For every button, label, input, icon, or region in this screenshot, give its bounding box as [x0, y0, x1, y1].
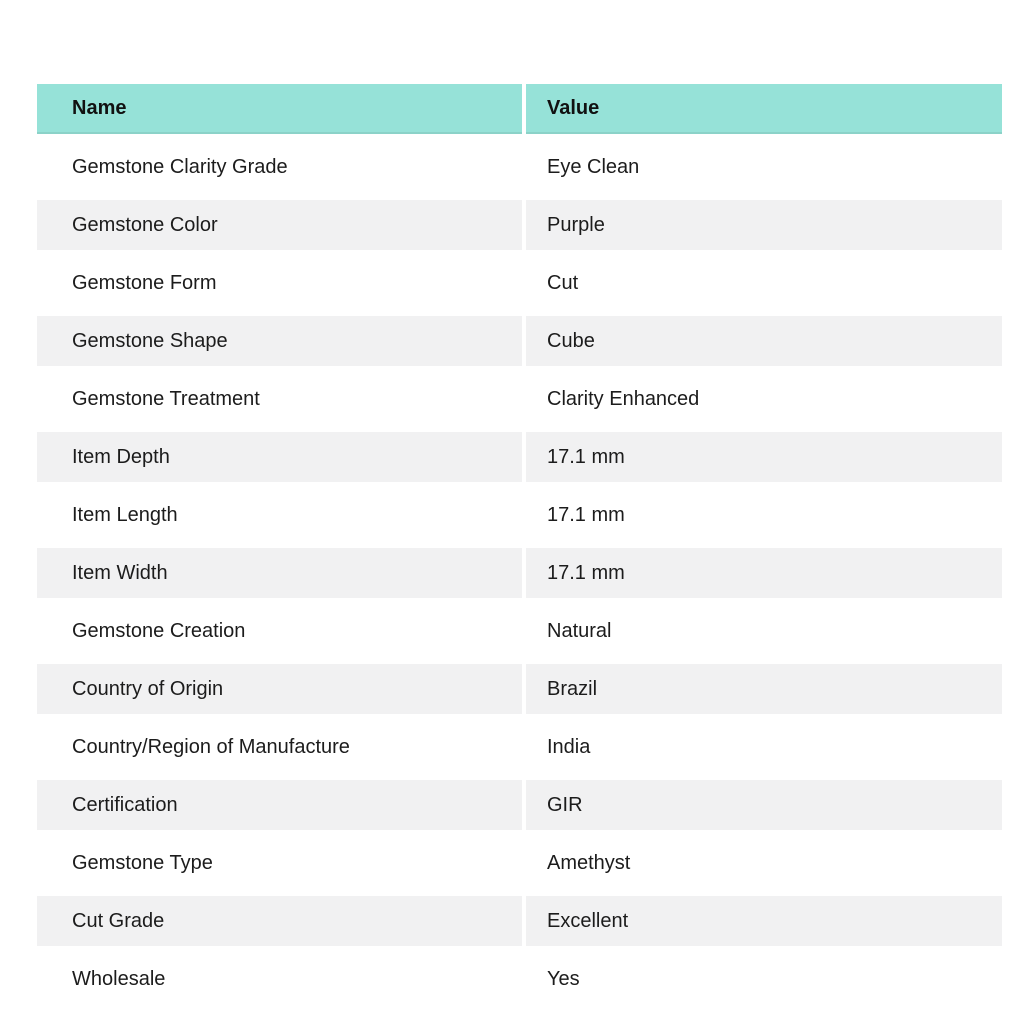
row-name-cell: Gemstone Treatment: [37, 374, 522, 424]
row-value-cell: Natural: [526, 606, 1002, 656]
row-value-cell: Eye Clean: [526, 142, 1002, 192]
row-value-cell: Purple: [526, 200, 1002, 250]
row-name-cell: Item Width: [37, 548, 522, 598]
row-value-cell: Cube: [526, 316, 1002, 366]
row-name-cell: Gemstone Form: [37, 258, 522, 308]
row-value-cell: Yes: [526, 954, 1002, 1004]
column-header-name: Name: [37, 84, 522, 134]
row-value-cell: 17.1 mm: [526, 548, 1002, 598]
row-name-cell: Gemstone Clarity Grade: [37, 142, 522, 192]
row-value-cell: GIR: [526, 780, 1002, 830]
row-name-cell: Gemstone Type: [37, 838, 522, 888]
column-header-value: Value: [526, 84, 1002, 134]
row-name-cell: Country/Region of Manufacture: [37, 722, 522, 772]
row-name-cell: Gemstone Color: [37, 200, 522, 250]
row-name-cell: Gemstone Creation: [37, 606, 522, 656]
row-name-cell: Gemstone Shape: [37, 316, 522, 366]
row-name-cell: Certification: [37, 780, 522, 830]
row-value-cell: Amethyst: [526, 838, 1002, 888]
row-name-cell: Item Length: [37, 490, 522, 540]
row-value-cell: Brazil: [526, 664, 1002, 714]
item-specifics-table: [37, 84, 1002, 1004]
row-value-cell: Cut: [526, 258, 1002, 308]
row-name-cell: Country of Origin: [37, 664, 522, 714]
row-value-cell: Clarity Enhanced: [526, 374, 1002, 424]
row-name-cell: Wholesale: [37, 954, 522, 1004]
row-value-cell: India: [526, 722, 1002, 772]
row-value-cell: Excellent: [526, 896, 1002, 946]
row-name-cell: Cut Grade: [37, 896, 522, 946]
row-name-cell: Item Depth: [37, 432, 522, 482]
row-value-cell: 17.1 mm: [526, 490, 1002, 540]
row-value-cell: 17.1 mm: [526, 432, 1002, 482]
